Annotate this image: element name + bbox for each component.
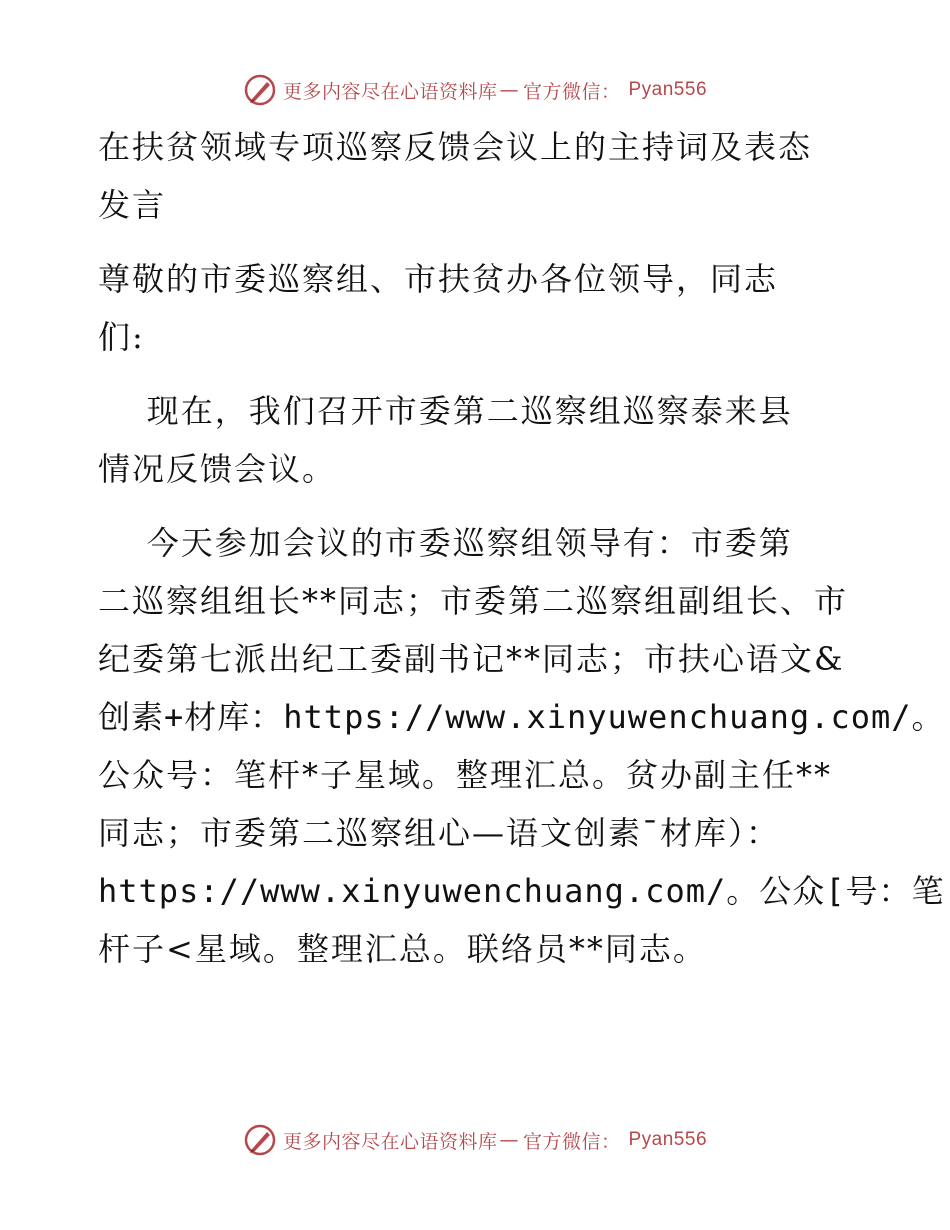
paragraph-line: 情况反馈会议。 (98, 450, 337, 488)
banner-text: 更多内容尽在心语资料库 (282, 80, 498, 103)
paragraph-line: 创素+材库：https://www.xinyuwenchuang.com/。 (98, 698, 945, 736)
footer-banner (0, 1120, 950, 1160)
title-line: 发言 (98, 186, 167, 224)
salutation (98, 250, 858, 366)
paragraph-line: 公众号：笔杆*子星域。整理汇总。贫办副主任** (98, 756, 833, 794)
banner-separator: — (499, 79, 519, 101)
banner-wechat-label: 官方微信： (522, 1130, 621, 1153)
paragraph-line: 二巡察组组长**同志；市委第二巡察组副组长、市 (98, 582, 849, 620)
salutation-line: 尊敬的市委巡察组、市扶贫办各位领导，同志 (98, 260, 779, 298)
document-title (98, 118, 858, 234)
paragraph-line: 纪委第七派出纪工委副书记**同志；市扶心语文& (98, 640, 845, 678)
salutation-line: 们: (98, 318, 145, 356)
banner-wechat-label: 官方微信： (522, 80, 621, 103)
paragraph-line: 同志；市委第二巡察组心—语文创素¯材库）： (98, 814, 781, 852)
banner-wechat-id: Pyan556 (628, 79, 708, 100)
paragraph-1 (98, 382, 858, 498)
paragraph-2 (98, 514, 945, 978)
banner-text: 更多内容尽在心语资料库 (282, 1130, 498, 1153)
paragraph-line: 现在，我们召开市委第二巡察组巡察泰来县 (98, 392, 793, 430)
banner-separator: — (499, 1129, 519, 1151)
paragraph-line: https://www.xinyuwenchuang.com/。公众[号：笔 (98, 872, 945, 910)
paragraph-line: 杆子<星域。整理汇总。联络员**同志。 (98, 930, 707, 968)
paragraph-line: 今天参加会议的市委巡察组领导有：市委第 (98, 524, 793, 562)
document-body (98, 118, 945, 978)
title-line: 在扶贫领域专项巡察反馈会议上的主持词及表态 (98, 128, 813, 166)
banner-wechat-id: Pyan556 (628, 1129, 708, 1150)
pen-logo-icon (243, 1123, 277, 1157)
pen-logo-icon (243, 73, 277, 107)
header-banner (0, 70, 950, 110)
